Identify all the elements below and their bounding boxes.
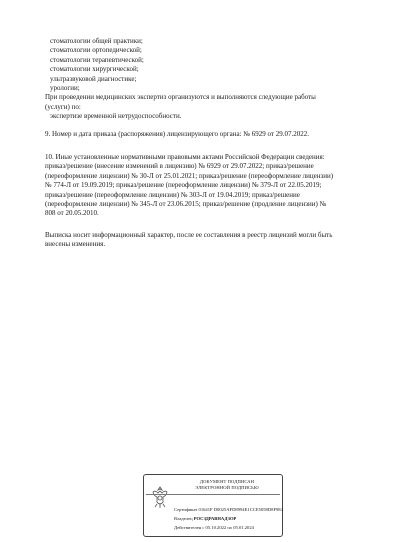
expertise-block — [45, 93, 380, 121]
list-item: стоматологии терапевтической; — [50, 55, 144, 64]
stamp-certificate: Сертификат 01641F D0025AFD8994E1CCE5058D8F984 — [174, 507, 283, 512]
note-line: внесены изменения. — [45, 240, 106, 249]
section-10-line: (переоформление лицензии) № 30-Л от 25.01.2021; приказ/решение (переоформление лицензии) — [45, 171, 334, 180]
stamp-title — [174, 479, 280, 491]
stamp-owner-label: Владелец — [174, 516, 193, 521]
info-note — [45, 231, 380, 250]
specialty-list — [45, 37, 385, 93]
section-10 — [45, 153, 380, 219]
stamp-owner — [174, 516, 282, 522]
list-item: стоматологии общей практики; — [50, 37, 143, 45]
stamp-divider — [146, 494, 280, 495]
expertise-item: экспертизе временной нетрудоспособности. — [50, 112, 182, 121]
coat-of-arms-icon — [149, 484, 171, 510]
stamp-validity: Действителен с 05.10.2022 по 05.01.2024 — [174, 525, 254, 530]
expertise-intro-cont: (услуги) по: — [45, 102, 81, 111]
expertise-intro: При проведении медицинских экспертиз организуются и выполняются следующие работы — [45, 93, 316, 102]
list-item: урологии; — [50, 84, 80, 93]
list-item: ультразвуковой диагностике; — [50, 74, 137, 83]
section-10-line: приказ/решение (переоформление лицензии) № 303-Л от 19.04.2019; приказ/решение — [45, 190, 300, 199]
section-10-line: приказ/решение (внесение изменений в лицензию) № 6929 от 29.07.2022; приказ/решение — [45, 162, 314, 171]
section-9: 9. Номер и дата приказа (распоряжения) лицензирующего органа: № 6929 от 29.07.2022. — [45, 130, 309, 138]
section-10-line: № 774-Л от 19.09.2019; приказ/решение (переоформление лицензии) № 379-Л от 22.05.2019; — [45, 181, 322, 190]
electronic-signature-stamp — [143, 474, 283, 537]
stamp-owner-value: РОСЗДРАВНАДЗОР — [193, 516, 237, 521]
section-10-line: (переоформление лицензии) № 345-Л от 23.06.2015; приказ/решение (продление лицензии) № — [45, 200, 327, 209]
list-item: стоматологии хирургической; — [50, 65, 139, 74]
list-item: стоматологии ортопедической; — [50, 46, 142, 55]
section-10-line: 808 от 20.05.2010. — [45, 209, 99, 218]
note-line: Выписка носит информационный характер, после ее составления в реестр лицензий могли быть — [45, 231, 333, 239]
stamp-title-line-2: ЭЛЕКТРОННОЙ ПОДПИСЬЮ — [195, 485, 259, 490]
stamp-title-line-1: ДОКУМЕНТ ПОДПИСАН — [199, 479, 255, 484]
section-10-line: 10. Иные установленные нормативными правовыми актами Российской Федерации сведения: — [45, 153, 325, 161]
